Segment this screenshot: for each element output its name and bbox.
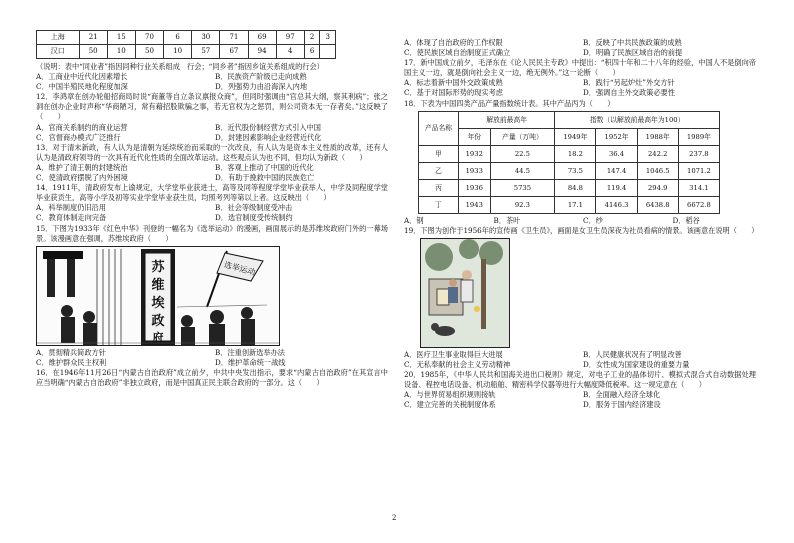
q19-option-a[interactable]: A．医疗卫生事业取得巨大进展 — [404, 349, 503, 359]
table-cell: 18.2 — [555, 145, 596, 162]
q16-option-c[interactable]: C．使民族区域自治制度正式确立 — [404, 48, 511, 58]
q14-option-d[interactable]: D．选官制度受传统制约 — [215, 213, 293, 223]
table-cell: 97 — [276, 31, 304, 45]
q11-option-b[interactable]: B．民族资产阶级已走向成熟 — [215, 72, 307, 82]
table-cell: 57 — [192, 45, 220, 59]
q16-option-d[interactable]: D．明确了民族区域自治的前提 — [583, 48, 683, 58]
q20-option-a[interactable]: A．与世界贸易组织规则接轨 — [404, 390, 496, 400]
table-cell: 10 — [164, 45, 192, 59]
q17-option-c[interactable]: C．基于对国际形势的现实考虑 — [404, 88, 503, 98]
q15-stem: 15．下图为1933年《红色中华》刊登的一幅名为《选举运动》的漫画，画面展示的是苏维埃政府门外的一幕场景。该漫画意在强调，苏维埃政府（ ） — [36, 223, 388, 243]
q12-option-c[interactable]: C．官督商办模式广泛推行 — [36, 132, 121, 142]
table-row — [419, 162, 720, 179]
q13-option-a[interactable]: A．维护了清王朝的封建统治 — [36, 162, 128, 172]
poster-drawing — [421, 239, 510, 348]
table-cell: 2 — [304, 31, 320, 45]
cartoon-sign-char-3: 埃 — [151, 295, 165, 311]
table-cell: 6438.8 — [637, 196, 678, 213]
table-cell: 丙 — [419, 179, 459, 196]
table-cell: 30 — [192, 31, 220, 45]
table-cell: 15 — [107, 31, 135, 45]
q13-stem: 13．对于清末新政，有人认为是清朝为延续统治而采取的一次改良，有人认为是资本主义性质的改革，还有人认为是清政府领导的一次具有近代化性质的全面改革运动。这些观点认为也不同，但均认为新政（ ） — [36, 142, 388, 162]
table-cell: 5735 — [490, 179, 555, 196]
q11-options — [36, 72, 388, 92]
q12-stem: 12．李鸿章在创办轮船招商局时说“商董等自立条议禀报众商”，但同时强调由“官总其大纲，察其利病”；张之洞在创办企业时声称“华商陋习，常有藉招股欺骗之事，若无官权为之惩罚，则公司资本无一存者矣。”这反映了（ ） — [36, 92, 388, 122]
q17-option-b[interactable]: B．践行“另起炉灶”外交方针 — [583, 78, 675, 88]
table-cell: 84.8 — [555, 179, 596, 196]
table-cell: 1933 — [459, 162, 491, 179]
table-head-1988: 1988年 — [637, 128, 678, 145]
q15-option-c[interactable]: C．维护群众民主权利 — [36, 357, 107, 367]
trade-association-table — [36, 30, 336, 59]
table-row — [419, 145, 720, 162]
election-cartoon — [36, 246, 280, 346]
q12-option-a[interactable]: A．官商关系制约的商业运营 — [36, 122, 128, 132]
table-cell: 119.4 — [596, 179, 637, 196]
table-cell: 314.1 — [678, 179, 719, 196]
q15-option-b[interactable]: B．注重创新选举办法 — [215, 347, 285, 357]
table-head-output: 产量（万吨） — [490, 128, 555, 145]
q12-options — [36, 123, 388, 143]
right-column — [404, 38, 759, 410]
table-cell: 71 — [220, 31, 248, 45]
q19-stem: 19．下图为创作于1956年的宣传画《卫生员》，画面是女卫生员深夜为社员看病的情景。该画意在说明（ ） — [404, 225, 759, 235]
cartoon-banner-text: 选举运动 — [223, 259, 257, 277]
table-head-1949: 1949年 — [555, 128, 596, 145]
q20-options — [404, 390, 756, 410]
q18-option-a[interactable]: A．钢 — [404, 215, 424, 225]
table-cell: 6672.8 — [678, 196, 719, 213]
table-cell: 上海 — [37, 31, 80, 45]
table-cell: 147.4 — [596, 162, 637, 179]
table-head-1989: 1989年 — [678, 128, 719, 145]
table-cell: 10 — [107, 45, 135, 59]
q17-option-a[interactable]: A．标志着新中国外交政策成熟 — [404, 78, 503, 88]
q18-options — [404, 216, 756, 226]
q15-option-a[interactable]: A．贯彻精兵简政方针 — [36, 347, 106, 357]
table-cell: 94 — [248, 45, 276, 59]
q18-option-b[interactable]: B．茶叶 — [493, 215, 521, 225]
q19-option-b[interactable]: B．人民健康状况有了明显改善 — [583, 349, 682, 359]
page-number: 2 — [392, 514, 397, 522]
table-cell: 92.3 — [490, 196, 555, 213]
table-cell: 67 — [220, 45, 248, 59]
q12-option-d[interactable]: D．封建因素影响企业经营近代化 — [215, 132, 322, 142]
product-index-table — [418, 111, 720, 214]
q14-option-a[interactable]: A．科举制度仍旧沿用 — [36, 203, 106, 213]
table-cell: 4 — [276, 45, 304, 59]
cartoon-sign-char-5: 府 — [152, 330, 164, 344]
q15-option-d[interactable]: D．维护革命统一战线 — [215, 357, 286, 367]
q20-option-c[interactable]: C．建立完善的关税制度体系 — [404, 400, 496, 410]
table-cell: 1071.2 — [678, 162, 719, 179]
table-cell: 3 — [320, 31, 336, 45]
table-row — [419, 196, 720, 213]
table-cell: 237.8 — [678, 145, 719, 162]
table-head-product: 产品名称 — [419, 111, 459, 145]
table-head-pre: 解放前最高年 — [459, 111, 555, 128]
cartoon-sign-char-4: 政 — [151, 313, 165, 329]
table-cell: 1932 — [459, 145, 491, 162]
table-head-1952: 1952年 — [596, 128, 637, 145]
q12-option-b[interactable]: B．近代股份制经营方式引入中国 — [215, 122, 321, 132]
table-cell: 17.1 — [555, 196, 596, 213]
q18-option-d[interactable]: D．稻谷 — [672, 215, 700, 225]
q11-option-d[interactable]: D．列强势力由沿海深入内地 — [215, 82, 308, 92]
table-cell: 70 — [135, 31, 163, 45]
q14-stem: 14．1911年，清政府发布上谕规定，大学堂毕业获进士，高等及同等程度学堂毕业获举人，中学及同程度学堂毕业获贡生，高等小学及初等实业学堂毕业获生员，均照考列等第以上者。这反映出（ ） — [36, 183, 388, 203]
q14-option-b[interactable]: B．社会等级制度受冲击 — [215, 203, 293, 213]
q15-options — [36, 348, 388, 368]
table-cell: 1046.5 — [637, 162, 678, 179]
table-note: （说明：表中“同业者”指因同种行业关系组成 行会；“同乡者”指因乡谊关系组成的行会） — [36, 62, 324, 71]
table-head-year: 年份 — [459, 128, 491, 145]
table-cell: 丁 — [419, 196, 459, 213]
table-cell: 汉口 — [37, 45, 80, 59]
q16-option-b[interactable]: B．反映了中共民族政策的成熟 — [583, 38, 682, 47]
table-cell: 乙 — [419, 162, 459, 179]
table-cell: 1936 — [459, 179, 491, 196]
q11-option-a[interactable]: A．工商业中近代化因素增长 — [36, 72, 128, 82]
table-cell: 294.9 — [637, 179, 678, 196]
q11-option-c[interactable]: C．中国半殖民地化程度加深 — [36, 82, 128, 92]
left-column — [36, 30, 388, 388]
table-cell: 69 — [248, 31, 276, 45]
cartoon-drawing — [37, 247, 280, 346]
cartoon-sign-char-2: 维 — [151, 277, 165, 293]
q14-options — [36, 203, 388, 223]
q20-option-d[interactable]: D．服务于国内经济建设 — [583, 400, 661, 410]
q20-option-b[interactable]: B．全面融入经济全球化 — [583, 390, 661, 400]
q20-stem: 20．1985年，《中华人民共和国海关进出口税则》规定，对电子工业的晶体切片、模拟式混合式自动数据处理设备、程控电话设备、机动船舶、精密科学仪器等进行大幅度降低税率。这一规定意在（ ） — [404, 370, 756, 390]
q17-stem: 17．新中国成立前夕，毛泽东在《论人民民主专政》中提出：“积四十年和二十八年的经验，中国人不是倒向帝国主义一边，就是倒向社会主义一边，绝无例外。”这一论断（ ） — [404, 58, 756, 78]
q16-option-a[interactable]: A．体现了自治政府的工作权限 — [404, 38, 503, 47]
table-cell: 4146.3 — [596, 196, 637, 213]
q19-option-d[interactable]: D．女性成为国家建设的重要力量 — [583, 359, 690, 369]
table-cell: 44.5 — [490, 162, 555, 179]
table-cell: 甲 — [419, 145, 459, 162]
q13-option-c[interactable]: C．使清政府摆脱了内外困境 — [36, 173, 128, 183]
health-worker-poster — [420, 238, 510, 348]
table-row — [37, 31, 336, 45]
q18-stem: 18．下表为中国四类产品产量指数统计表。其中产品丙为（ ） — [404, 98, 615, 108]
table-cell: 6 — [164, 31, 192, 45]
q17-options — [404, 78, 756, 98]
table-head-index: 指数（以解放前最高年为100） — [555, 111, 720, 128]
table-cell: 6 — [304, 45, 320, 59]
table-row — [37, 45, 336, 59]
q14-option-c[interactable]: C．教育体制走向完备 — [36, 213, 107, 223]
q13-option-d[interactable]: D．有助于挽救中国的民族危亡 — [215, 173, 315, 183]
q18-option-c[interactable]: C．纱 — [583, 215, 603, 225]
table-cell: 242.2 — [637, 145, 678, 162]
table-cell: 1943 — [459, 196, 491, 213]
cartoon-sign-char-1: 苏 — [151, 259, 165, 275]
q19-option-c[interactable]: C．无私奉献的社会主义劳动精神 — [404, 359, 511, 369]
table-cell: 50 — [135, 45, 163, 59]
q13-option-b[interactable]: B．客观上推动了中国的近代化 — [215, 162, 314, 172]
q13-options — [36, 163, 388, 183]
q17-option-d[interactable]: D．强调自主外交政策必要性 — [583, 88, 676, 98]
table-cell: 21 — [79, 31, 107, 45]
table-cell: 50 — [79, 45, 107, 59]
table-cell: 73.5 — [555, 162, 596, 179]
table-cell: 36.4 — [596, 145, 637, 162]
q19-options — [404, 350, 756, 370]
table-row — [419, 179, 720, 196]
q16-options — [404, 38, 756, 58]
table-cell — [320, 45, 336, 59]
q16-stem: 16．在1946年11月26日“内蒙古自治政府”成立前夕，中共中央发出指示，要求“内蒙古自治政府”在其宣言中应当明确“内蒙古自治政府”非独立政府，而是中国真正民主联合政府的一部分。这（ ） — [36, 367, 388, 387]
table-cell: 22.5 — [490, 145, 555, 162]
